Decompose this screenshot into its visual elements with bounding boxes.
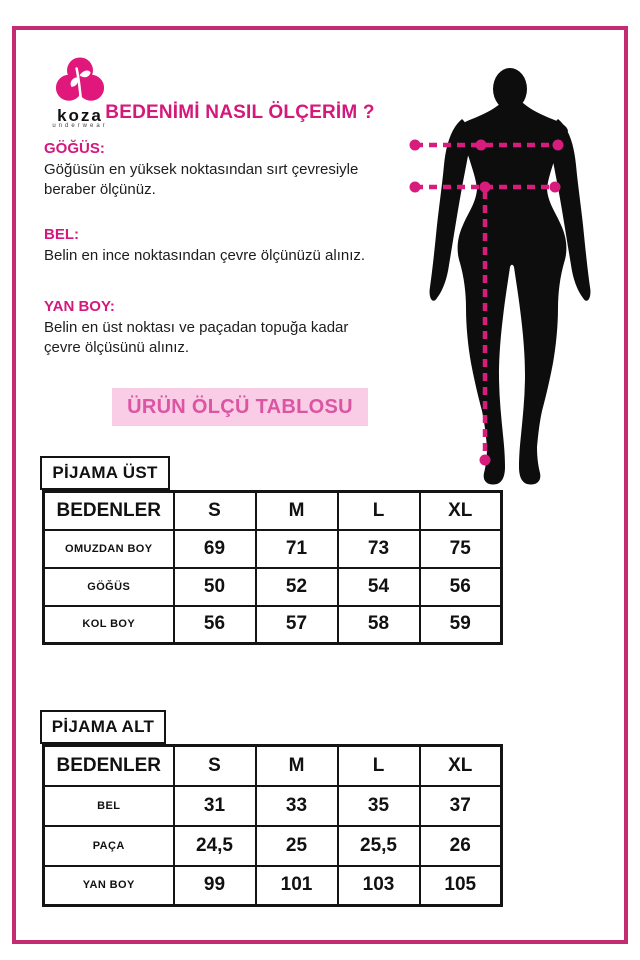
female-body-rear-silhouette: [408, 55, 630, 495]
instruction-heading: BEL:: [44, 226, 79, 243]
size-value-cell: 54: [338, 568, 420, 606]
size-value-cell: 73: [338, 530, 420, 568]
size-value-cell: 52: [256, 568, 338, 606]
column-header: BEDENLER: [44, 492, 174, 530]
size-table-banner: ÜRÜN ÖLÇÜ TABLOSU: [112, 388, 368, 426]
size-value-cell: 35: [338, 786, 420, 826]
size-value-cell: 69: [174, 530, 256, 568]
page-title: BEDENİMİ NASIL ÖLÇERİM ?: [105, 102, 375, 123]
instruction-text: Göğüsün en yüksek noktasından sırt çevresiyle beraber ölçünüz.: [44, 161, 359, 198]
row-label: GÖĞÜS: [44, 568, 174, 606]
size-value-cell: 24,5: [174, 826, 256, 866]
brand-name: koza: [57, 106, 103, 125]
size-value-cell: 33: [256, 786, 338, 826]
instruction-waist: [44, 226, 429, 266]
size-value-cell: 37: [420, 786, 502, 826]
column-header: L: [338, 746, 420, 786]
instruction-heading: YAN BOY:: [44, 298, 115, 315]
size-value-cell: 25,5: [338, 826, 420, 866]
size-value-cell: 59: [420, 606, 502, 644]
column-header: BEDENLER: [44, 746, 174, 786]
size-value-cell: 75: [420, 530, 502, 568]
table-label-pijama-alt: PİJAMA ALT: [40, 710, 166, 744]
table-row: [44, 826, 502, 866]
size-value-cell: 50: [174, 568, 256, 606]
brand-tagline: underwear: [52, 123, 108, 129]
size-value-cell: 58: [338, 606, 420, 644]
size-value-cell: 71: [256, 530, 338, 568]
size-table-pijama-ust: [42, 490, 503, 645]
column-header: S: [174, 746, 256, 786]
row-label: PAÇA: [44, 826, 174, 866]
row-label: BEL: [44, 786, 174, 826]
table-label-pijama-ust: PİJAMA ÜST: [40, 456, 170, 490]
instruction-chest: [44, 140, 389, 200]
column-header: M: [256, 492, 338, 530]
column-header: XL: [420, 746, 502, 786]
size-value-cell: 99: [174, 866, 256, 906]
column-header: M: [256, 746, 338, 786]
instruction-text: Belin en ince noktasından çevre ölçünüzü alınız.: [44, 247, 366, 264]
table-row: [44, 786, 502, 826]
koza-trefoil-icon: [51, 56, 109, 108]
instruction-text: Belin en üst noktası ve paçadan topuğa kadar çevre ölçüsünü alınız.: [44, 319, 349, 356]
table-row: [44, 866, 502, 906]
size-value-cell: 101: [256, 866, 338, 906]
instruction-side-length: [44, 298, 379, 358]
table-row: [44, 568, 502, 606]
instruction-heading: GÖĞÜS:: [44, 140, 105, 157]
size-value-cell: 103: [338, 866, 420, 906]
size-value-cell: 31: [174, 786, 256, 826]
size-table-pijama-alt: [42, 744, 503, 907]
size-value-cell: 56: [420, 568, 502, 606]
column-header: S: [174, 492, 256, 530]
column-header: XL: [420, 492, 502, 530]
table-row: [44, 606, 502, 644]
size-value-cell: 25: [256, 826, 338, 866]
body-measurement-figure: [408, 55, 630, 495]
row-label: YAN BOY: [44, 866, 174, 906]
column-header: L: [338, 492, 420, 530]
size-value-cell: 26: [420, 826, 502, 866]
size-value-cell: 57: [256, 606, 338, 644]
table-row: [44, 530, 502, 568]
row-label: OMUZDAN BOY: [44, 530, 174, 568]
size-value-cell: 56: [174, 606, 256, 644]
size-value-cell: 105: [420, 866, 502, 906]
row-label: KOL BOY: [44, 606, 174, 644]
